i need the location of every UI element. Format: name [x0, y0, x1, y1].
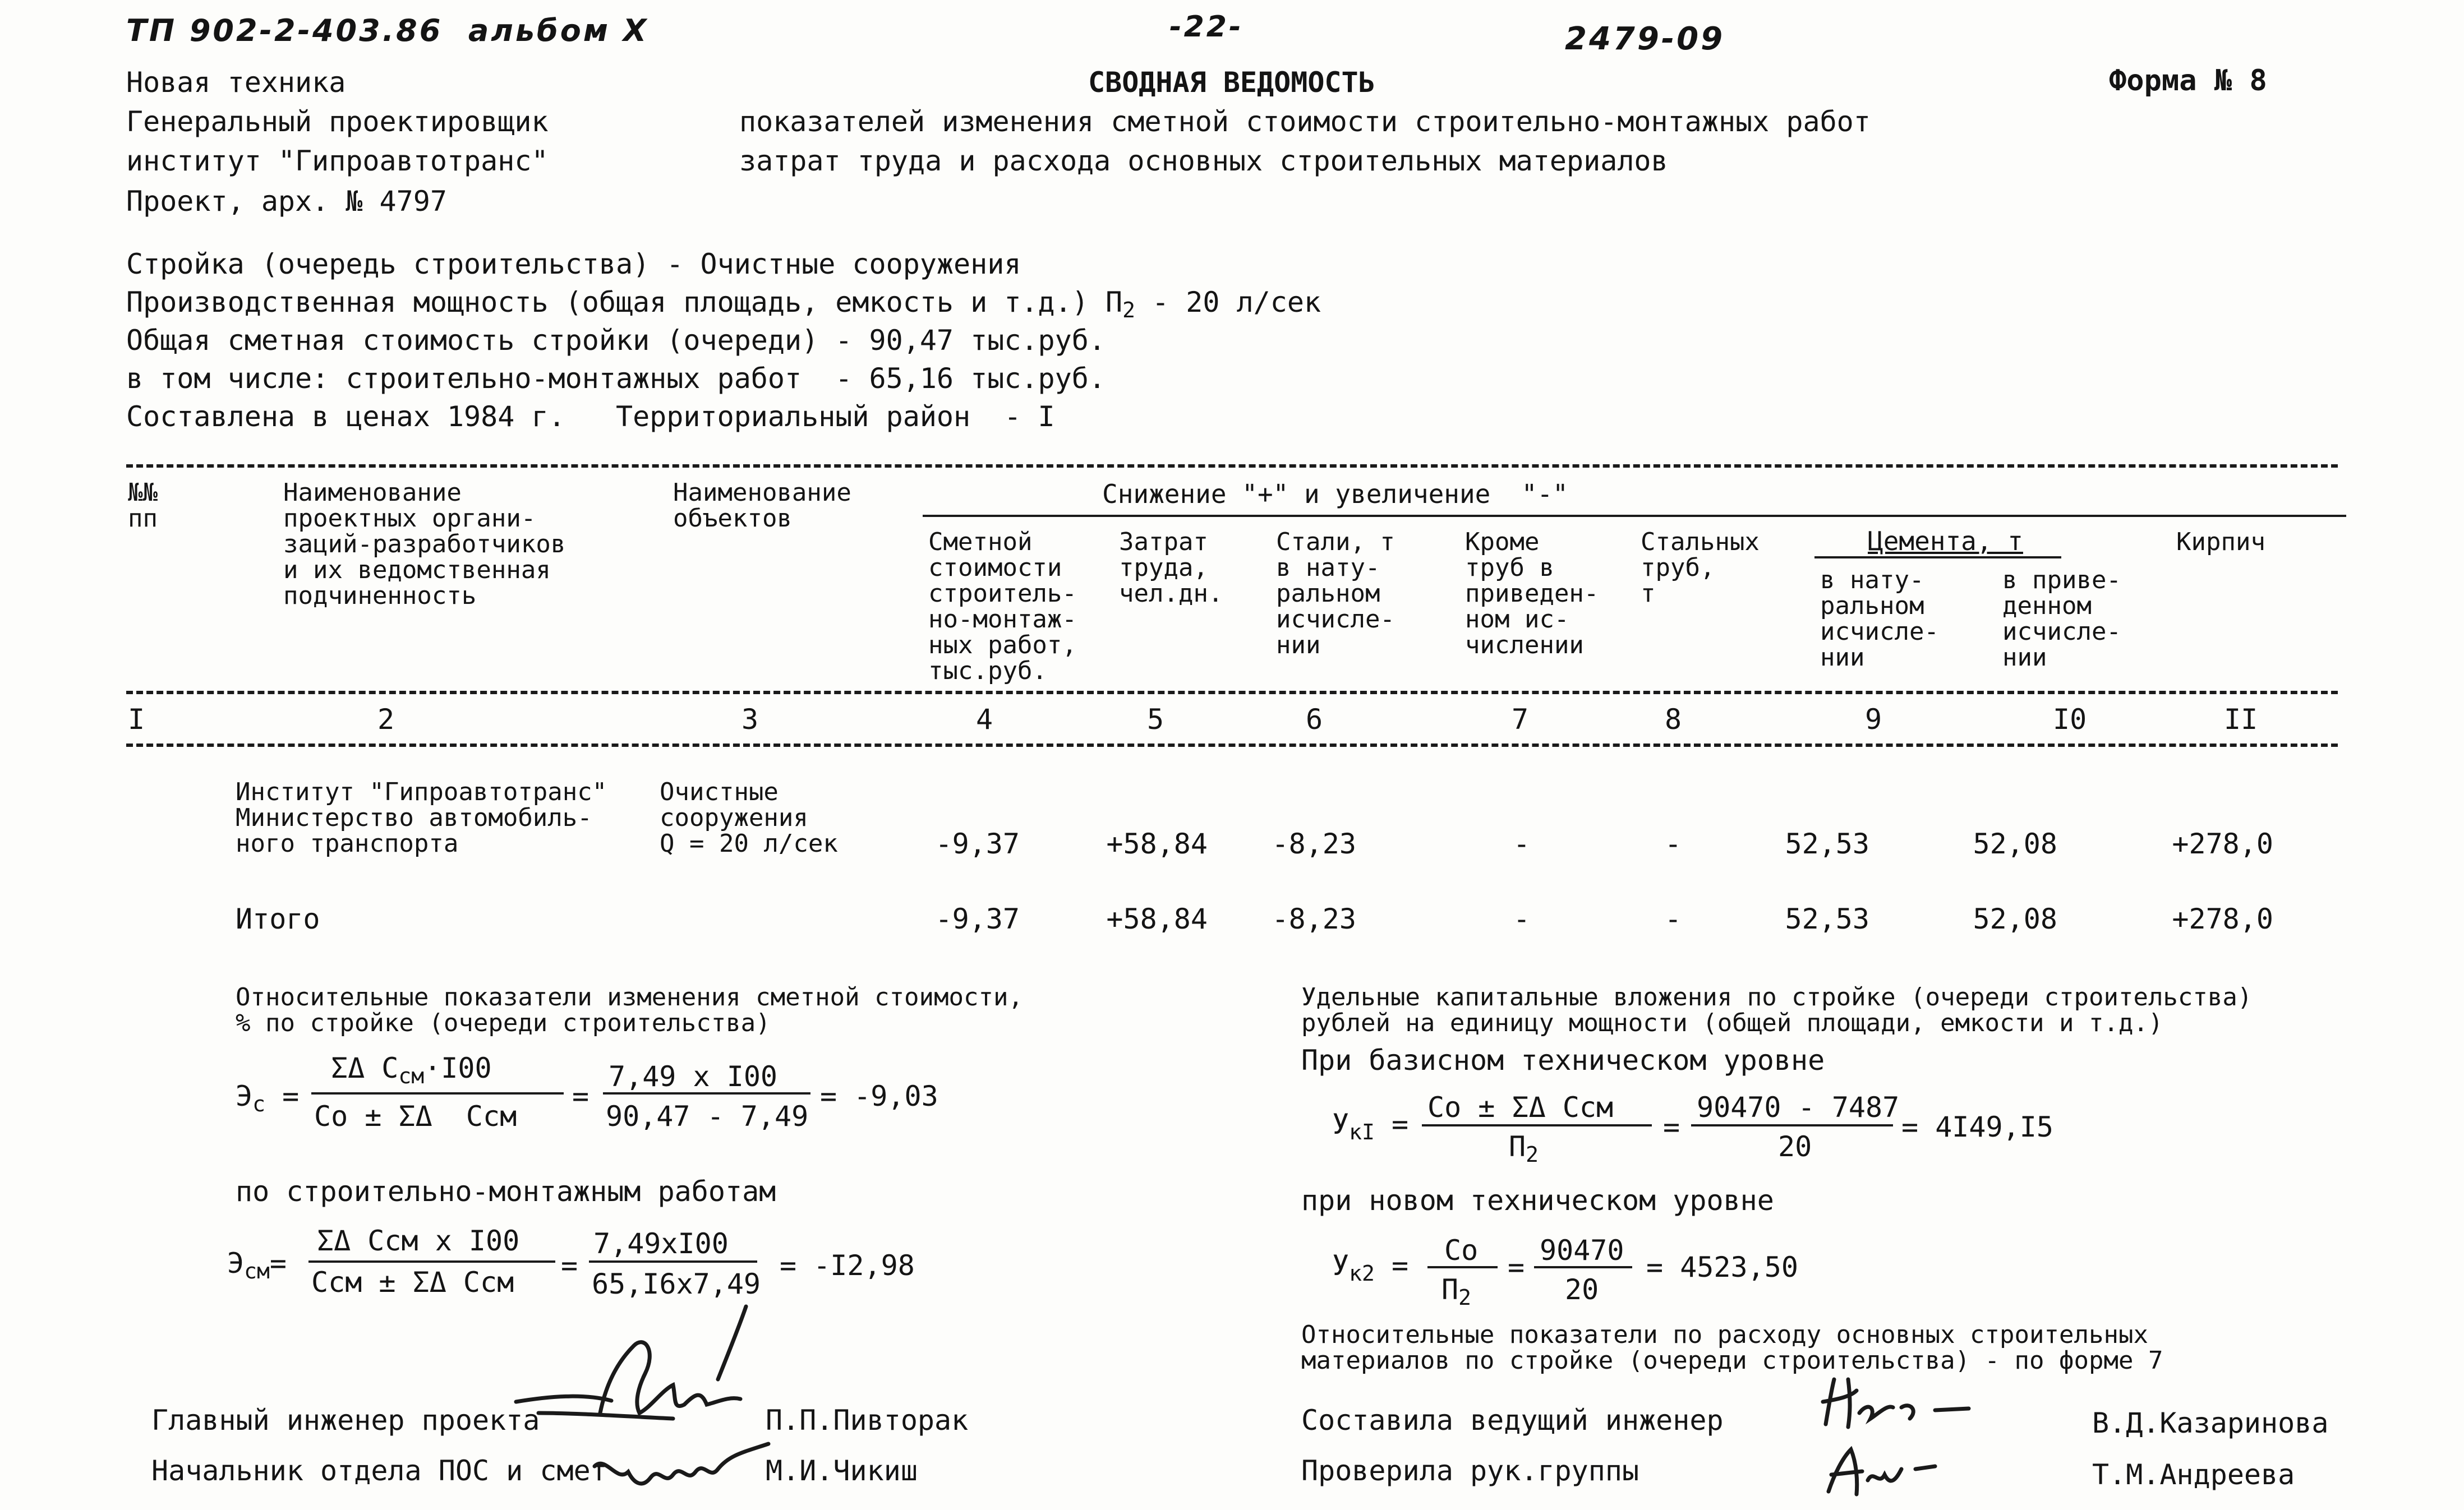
total-brick: +278,0 — [2172, 903, 2273, 935]
form-label: Форма № 8 — [2109, 64, 2267, 98]
ecm-label: $Э_{см}=$ — [227, 1247, 287, 1283]
ec-label: $Э_с$ = — [236, 1080, 300, 1116]
col-header-steel-pipes: Стальных труб, т — [1641, 528, 1760, 608]
col-header-estimate-cost: Сметной стоимости строитель- но-монтаж- ных работ, тыс.руб. — [928, 528, 1077, 685]
header-project: Проект, арх. № 4797 — [126, 185, 447, 218]
compiled-by-role: Составила ведущий инженер — [1301, 1404, 1724, 1437]
row1-brick: +278,0 — [2172, 828, 2273, 860]
info-prices: Составлена в ценах 1984 г. Территориальный район - I — [126, 400, 1055, 433]
capital-investment-heading: Удельные капитальные вложения по стройке (очереди строительства) рублей на единицу мощности (общей площади, емкости и т.д.) — [1301, 983, 2253, 1037]
table-top-rule — [126, 464, 2338, 468]
ec-numerator: ΣΔ $С_{см}\cdot I00$ — [331, 1052, 492, 1088]
ecm-values-fraction-line — [589, 1260, 757, 1263]
total-excl-pipes: - — [1513, 903, 1530, 935]
header-general-designer: Генеральный проектировщик — [126, 105, 549, 138]
uk2-label: $У_{к2}$ = — [1332, 1249, 1409, 1286]
group-header-rule — [923, 515, 2346, 517]
col-header-objects: Наименование объектов — [673, 478, 851, 533]
smr-heading: по строительно-монтажным работам — [236, 1175, 776, 1208]
base-level-label: При базисном техническом уровне — [1301, 1044, 1825, 1077]
total-cement-natural: 52,53 — [1785, 903, 1869, 935]
col-number-1: I — [128, 703, 145, 736]
row1-excl-pipes: - — [1513, 828, 1530, 860]
row1-steel: -8,23 — [1272, 828, 1356, 860]
materials-note: Относительные показатели по расходу основных строительных материалов по стройке (очереди строительства) - по форме 7 — [1301, 1320, 2163, 1375]
row1-labor: +58,84 — [1106, 828, 1208, 860]
uk2-result: = 4523,50 — [1646, 1251, 1798, 1283]
document-title: СВОДНАЯ ВЕДОМОСТЬ — [1088, 66, 1375, 99]
col-header-organization: Наименование проектных органи- заций-разработчиков и их ведомственная подчиненность — [283, 478, 566, 610]
relative-indicators-heading: Относительные показатели изменения сметной стоимости, % по стройке (очереди строительства) — [236, 983, 1023, 1037]
page-number: -22- — [1169, 10, 1243, 44]
row1-cement-natural: 52,53 — [1785, 828, 1869, 860]
ecm-fraction-line — [308, 1260, 555, 1263]
cement-header: Цемента, т — [1868, 526, 2023, 556]
uk2-denominator-values: 20 — [1565, 1273, 1599, 1306]
uk2-denominator: $П_2$ — [1441, 1273, 1471, 1310]
total-estimate-cost: -9,37 — [935, 903, 1020, 935]
info-total-cost: Общая сметная стоимость стройки (очереди) - 90,47 тыс.руб. — [126, 324, 1106, 357]
ec-equals: = — [572, 1080, 589, 1112]
col-header-cement-reduced: в приве- денном исчисле- нии — [2002, 566, 2121, 672]
uk1-values-fraction-line — [1691, 1124, 1893, 1126]
col-header-number: №№ пп — [128, 478, 158, 533]
col-header-cement-natural: в нату- ральном исчисле- нии — [1820, 566, 1939, 672]
chief-engineer-name: П.П.Пивторак — [766, 1404, 969, 1437]
cement-header-rule — [1814, 556, 2061, 558]
col-number-11: II — [2224, 703, 2258, 736]
row1-estimate-cost: -9,37 — [935, 828, 1020, 860]
checked-by-role: Проверила рук.группы — [1301, 1454, 1639, 1487]
total-labor: +58,84 — [1106, 903, 1208, 935]
ecm-result: = -I2,98 — [780, 1249, 915, 1282]
checked-by-signature — [1817, 1435, 1952, 1503]
header-institute: институт "Гипроавтотранс" — [126, 145, 549, 177]
numbers-bottom-rule — [126, 744, 2338, 747]
col-number-2: 2 — [377, 703, 395, 736]
ecm-equals: = — [561, 1249, 578, 1282]
uk2-numerator-values: 90470 — [1540, 1234, 1624, 1267]
total-label: Итого — [236, 903, 320, 935]
uk2-values-fraction-line — [1534, 1266, 1632, 1268]
total-cement-reduced: 52,08 — [1973, 903, 2057, 935]
ec-fraction-line — [311, 1092, 564, 1095]
group-header: Снижение "+" и увеличение "-" — [1102, 479, 1568, 509]
compiled-by-name: В.Д.Казаринова — [2092, 1407, 2329, 1439]
chief-engineer-role: Главный инженер проекта — [151, 1404, 540, 1437]
header-bottom-rule — [126, 691, 2338, 694]
col-header-labor: Затрат труда, чел.дн. — [1119, 528, 1223, 608]
ec-denominator-values: 90,47 - 7,49 — [606, 1100, 809, 1133]
ec-numerator-values: 7,49 х I00 — [609, 1060, 778, 1093]
uk2-equals: = — [1508, 1251, 1525, 1283]
info-smr-cost: в том числе: строительно-монтажных работ - 65,16 тыс.руб. — [126, 362, 1106, 395]
info-construction: Стройка (очередь строительства) - Очистные сооружения — [126, 248, 1021, 280]
col-header-steel: Стали, т в нату- ральном исчисле- нии — [1276, 528, 1395, 659]
col-header-excl-pipes: Кроме труб в приведен- ном ис- числении — [1465, 528, 1599, 659]
uk1-numerator-values: 90470 - 7487 — [1697, 1091, 1900, 1124]
uk2-fraction-line — [1427, 1266, 1498, 1268]
dept-head-name: М.И.Чикиш — [766, 1454, 918, 1487]
col-number-3: 3 — [741, 703, 759, 736]
uk2-numerator: Со — [1444, 1234, 1479, 1267]
ecm-numerator: ΣΔ Ссм х I00 — [317, 1225, 520, 1257]
row1-organization: Институт "Гипроавтотранс" Министерство автомобиль- ного транспорта — [236, 778, 607, 858]
new-level-label: при новом техническом уровне — [1301, 1184, 1774, 1217]
col-number-8: 8 — [1665, 703, 1682, 736]
compiled-by-signature — [1817, 1368, 1986, 1435]
info-capacity: Производственная мощность (общая площадь, емкость и т.д.) $П_2 - 20$ л/сек — [126, 286, 1321, 322]
ec-values-fraction-line — [603, 1092, 810, 1095]
uk1-denominator: $П_2$ — [1509, 1130, 1539, 1167]
col-number-10: I0 — [2053, 703, 2087, 736]
ec-result: = -9,03 — [820, 1080, 938, 1112]
ec-denominator: Со ± ΣΔ Ссм — [314, 1100, 517, 1133]
uk1-denominator-values: 20 — [1778, 1130, 1812, 1163]
uk1-label: $У_{кI}$ = — [1332, 1108, 1409, 1144]
row1-steel-pipes: - — [1664, 828, 1682, 860]
uk1-result: = 4I49,I5 — [1901, 1111, 2053, 1143]
col-number-7: 7 — [1512, 703, 1529, 736]
uk1-fraction-line — [1422, 1124, 1652, 1126]
checked-by-name: Т.М.Андреева — [2092, 1458, 2295, 1491]
uk1-numerator: Со ± ΣΔ Ссм — [1427, 1091, 1614, 1124]
col-number-6: 6 — [1306, 703, 1323, 736]
col-number-9: 9 — [1865, 703, 1882, 736]
header-new-tech: Новая техника — [126, 66, 346, 99]
row1-object: Очистные сооружения Q = 20 л/сек — [660, 778, 838, 858]
ecm-numerator-values: 7,49хI00 — [593, 1227, 729, 1260]
col-header-brick: Кирпич — [2176, 528, 2265, 556]
title-line-2: затрат труда и расхода основных строительных материалов — [739, 145, 1668, 177]
col-number-5: 5 — [1147, 703, 1164, 736]
ecm-denominator: Ссм ± ΣΔ Ссм — [311, 1266, 514, 1299]
dept-head-signature — [589, 1433, 780, 1500]
dept-head-role: Начальник отдела ПОС и смет — [151, 1454, 607, 1487]
col-number-4: 4 — [976, 703, 993, 736]
row1-cement-reduced: 52,08 — [1973, 828, 2057, 860]
document-code: 2479-09 — [1565, 21, 1725, 57]
uk1-equals: = — [1663, 1111, 1680, 1143]
title-line-1: показателей изменения сметной стоимости строительно-монтажных работ — [739, 105, 1871, 138]
total-steel-pipes: - — [1664, 903, 1682, 935]
total-steel: -8,23 — [1272, 903, 1356, 935]
ecm-denominator-values: 65,I6х7,49 — [592, 1268, 761, 1300]
album-reference: ТП 902-2-403.86 альбом X — [126, 13, 649, 48]
